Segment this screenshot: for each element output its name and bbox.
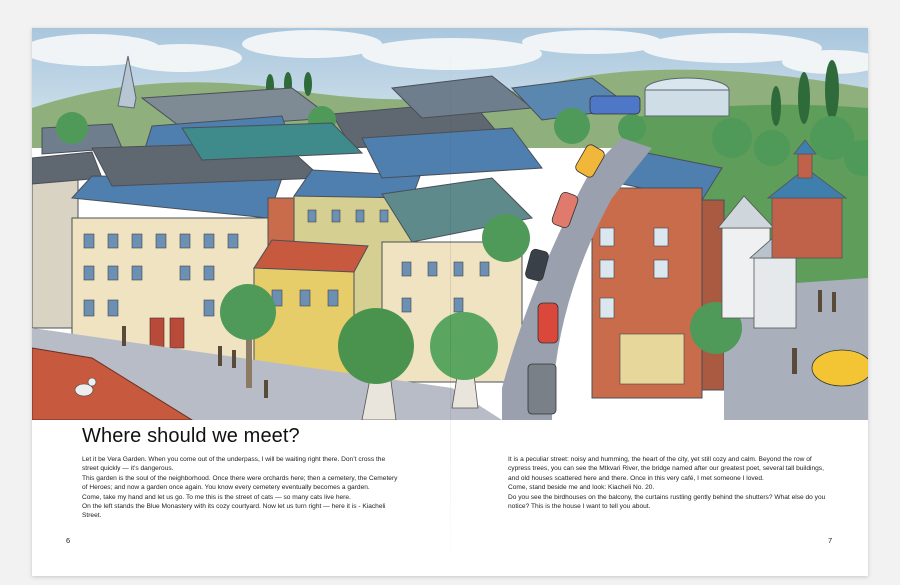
- page-number-left: 6: [66, 536, 71, 545]
- bus: [590, 96, 640, 114]
- page-title: Where should we meet?: [82, 425, 300, 447]
- paragraph: Let it be Vera Garden. When you come out of the underpass, I will be waiting right there. Don’t cross the street quickly — it’s dangerous.: [82, 456, 386, 473]
- paragraph: Come, take my hand and let us go. To me this is the street of cats — so many cats live here.: [82, 493, 351, 501]
- right-body-text: [508, 455, 826, 511]
- paragraph: Do you see the birdhouses on the balcony, the curtains rustling gently behind the shutters? What else do you notice? This is the house I want to tell you about.: [508, 493, 826, 511]
- left-body-text: [82, 455, 400, 521]
- page-number-right: 7: [828, 536, 833, 545]
- page-gutter: [450, 28, 451, 576]
- paragraph: This garden is the soul of the neighborhood. Once there were orchards here; then a cemetery, the Cemetery of Heroes; and now a garden once again. You know every cemetery eventually becomes a garden.: [82, 474, 398, 492]
- paragraph: It is a peculiar street: noisy and humming, the heart of the city, yet still cozy and calm. Beyond the row of cypress trees, you can see the Mtkvari River, the bridge named after our greatest poet, several tall buildings, and old houses scattered here and there. Once in this very café, I met someone I loved.: [508, 456, 824, 482]
- paragraph: Come, stand beside me and look: Kiacheli No. 20.: [508, 484, 655, 492]
- paragraph: On the left stands the Blue Monastery with its cozy courtyard. Now let us turn right — here it is - Kiacheli Street.: [82, 503, 386, 520]
- book-spread: [32, 28, 868, 576]
